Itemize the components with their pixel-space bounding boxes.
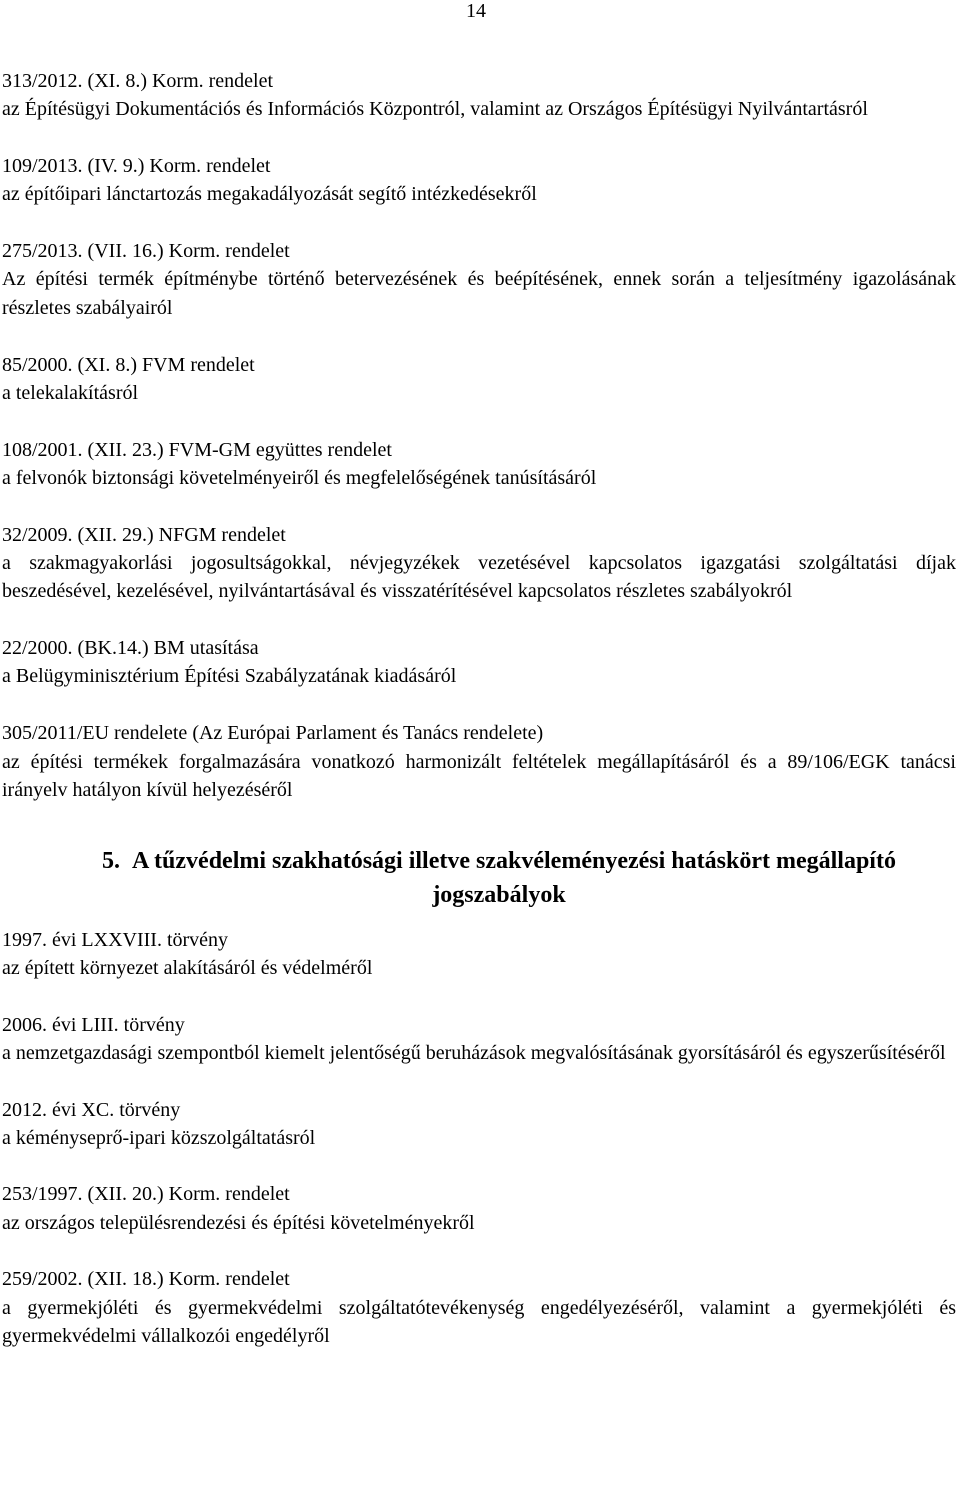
legal-entry [2, 152, 956, 209]
entry-body: a Belügyminisztérium Építési Szabályzatának kiadásáról [2, 665, 457, 688]
entry-title: 1997. évi LXXVIII. törvény [2, 929, 229, 952]
section-heading [2, 844, 956, 912]
entry-title: 2006. évi LIII. törvény [2, 1013, 185, 1036]
entry-title: 108/2001. (XII. 23.) FVM-GM együttes rendelet [2, 438, 392, 461]
entry-body: a gyermekjóléti és gyermekvédelmi szolgáltatótevékenység engedélyezéséről, valamint a gyermekjóléti és gyermekvédelmi vállalkozói engedélyről [2, 1296, 956, 1347]
legal-entry [2, 351, 956, 408]
entry-body: az épített környezet alakításáról és védelméről [2, 957, 373, 980]
section-title: A tűzvédelmi szakhatósági illetve szakvéleményezési hatáskört megállapító jogszabályok [132, 848, 896, 909]
entry-body: az építőipari lánctartozás megakadályozását segítő intézkedésekről [2, 183, 537, 206]
entry-title: 2012. évi XC. törvény [2, 1098, 181, 1121]
legal-entry [2, 67, 956, 124]
entry-body: Az építési termék építménybe történő betervezésének és beépítésének, ennek során a teljesítmény igazolásának részletes szabályairól [2, 268, 956, 319]
entry-body: az építési termékek forgalmazására vonatkozó harmonizált feltételek megállapításáról és a 89/106/EGK tanácsi irányelv hatályon kívül helyezéséről [2, 750, 956, 801]
entry-body: a telekalakításról [2, 381, 139, 404]
legal-entry [2, 521, 956, 606]
entry-body: a szakmagyakorlási jogosultságokkal, névjegyzékek vezetésével kapcsolatos igazgatási szolgáltatási díjak beszedésével, kezelésével, nyilvántartásával és visszatérítésével kapcsolatos részletes szabályokról [2, 552, 956, 603]
legal-entry [2, 926, 956, 983]
page-number: 14 [466, 0, 486, 22]
entry-body: a felvonók biztonsági követelményeiről és megfelelőségének tanúsításáról [2, 466, 597, 489]
legal-entry [2, 634, 956, 691]
entry-title: 22/2000. (BK.14.) BM utasítása [2, 637, 259, 660]
section-entries [2, 926, 956, 1350]
legal-entry [2, 1096, 956, 1153]
entry-title: 259/2002. (XII. 18.) Korm. rendelet [2, 1268, 290, 1291]
entry-body: a nemzetgazdasági szempontból kiemelt jelentőségű beruházások megvalósításának gyorsításáról és egyszerűsítéséről [2, 1042, 946, 1065]
legal-entry [2, 237, 956, 322]
legal-entry [2, 1265, 956, 1350]
entry-title: 109/2013. (IV. 9.) Korm. rendelet [2, 155, 271, 178]
document-body [2, 67, 956, 1350]
entry-title: 253/1997. (XII. 20.) Korm. rendelet [2, 1183, 290, 1206]
entry-title: 32/2009. (XII. 29.) NFGM rendelet [2, 523, 286, 546]
entry-title: 85/2000. (XI. 8.) FVM rendelet [2, 353, 255, 376]
legal-entry [2, 1011, 956, 1068]
legal-entry [2, 1180, 956, 1237]
entry-body: a kéményseprő-ipari közszolgáltatásról [2, 1127, 316, 1149]
legal-entry [2, 436, 956, 493]
entry-body: az országos településrendezési és építési követelményekről [2, 1211, 475, 1234]
entry-title: 275/2013. (VII. 16.) Korm. rendelet [2, 240, 290, 263]
entry-body: az Építésügyi Dokumentációs és Információs Központról, valamint az Országos Építésügyi Nyilvántartásról [2, 98, 868, 121]
section-number: 5. [102, 848, 121, 875]
entry-title: 313/2012. (XI. 8.) Korm. rendelet [2, 70, 274, 92]
legal-entry [2, 719, 956, 804]
entry-title: 305/2011/EU rendelete (Az Európai Parlament és Tanács rendelete) [2, 722, 544, 745]
